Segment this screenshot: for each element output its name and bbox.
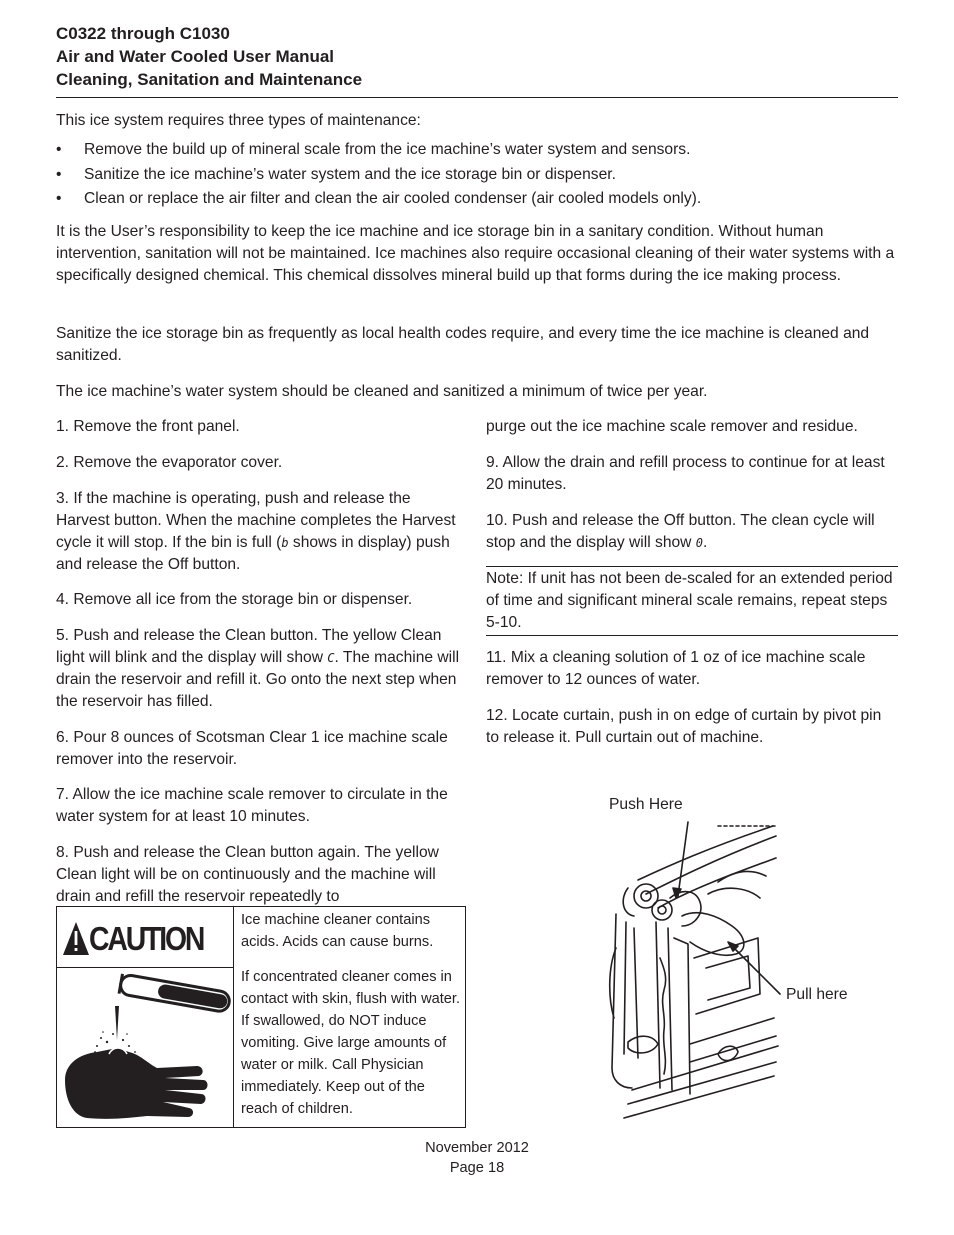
step-9: 9. Allow the drain and refill process to continue for at least 20 minutes.	[486, 454, 885, 493]
step-8-continued: purge out the ice machine scale remover and residue.	[486, 418, 858, 435]
curtain-removal-illustration	[598, 818, 798, 1123]
step-5-text-a: 5. Push and release the Clean button. The yellow Clean light will blink and the display will show	[56, 627, 442, 666]
step-5-text-b: . The machine will drain the reservoir and refill it. Go onto the next step when the reservoir has filled.	[56, 649, 460, 710]
step-1: 1. Remove the front panel.	[56, 418, 240, 435]
display-code-bin-full: b	[281, 536, 289, 550]
step-6: 6. Pour 8 ounces of Scotsman Clear 1 ice machine scale remover into the reservoir.	[56, 729, 448, 768]
step-3	[56, 488, 468, 576]
pull-here-label: Pull here	[786, 986, 848, 1003]
push-here-label: Push Here	[609, 796, 683, 813]
bullet-marker: •	[56, 141, 62, 158]
step-10	[486, 510, 898, 554]
footer-date: November 2012	[425, 1140, 529, 1156]
step-3-text-a: 3. If the machine is operating, push and release the Harvest button. When the machine completes the Harvest cycle it will stop. If the bin is full (	[56, 490, 456, 551]
bullet-marker: •	[56, 166, 62, 183]
header-manual-title: Air and Water Cooled User Manual	[56, 47, 335, 66]
header-section-title: Cleaning, Sanitation and Maintenance	[56, 70, 363, 89]
responsibility-paragraph: It is the User’s responsibility to keep the ice machine and ice storage bin in a sanitary condition. Without human intervention, sanitation will not be maintained. Ice machines also require occasional cleaning of their water systems with a specifically designed chemical. This chemical dissolves mineral build up that forms during the ice making process.	[56, 223, 895, 284]
step-8: 8. Push and release the Clean button again. The yellow Clean light will be on continuously and the machine will drain and refill the reservoir repeatedly to	[56, 844, 439, 905]
intro-text: This ice system requires three types of maintenance:	[56, 112, 421, 129]
document-header	[56, 22, 898, 91]
step-10-text-b: .	[703, 534, 708, 551]
step-5	[56, 625, 468, 713]
list-item-text: Clean or replace the air filter and clean the air cooled condenser (air cooled models only).	[84, 190, 702, 207]
sanitize-paragraph: Sanitize the ice storage bin as frequently as local health codes require, and every time the ice machine is cleaned and sanitized.	[56, 325, 870, 364]
caution-title: CAUTION	[89, 920, 204, 957]
acid-burn-hand-icon	[57, 968, 233, 1128]
display-code-off: 0	[695, 536, 703, 550]
step-10-text-a: 10. Push and release the Off button. The clean cycle will stop and the display will show	[486, 512, 875, 551]
step-4: 4. Remove all ice from the storage bin or dispenser.	[56, 591, 413, 608]
bullet-marker: •	[56, 190, 62, 207]
caution-divider-vertical	[233, 907, 234, 1127]
step-11: 11. Mix a cleaning solution of 1 oz of ice machine scale remover to 12 ounces of water.	[486, 649, 866, 688]
list-item-text: Sanitize the ice machine’s water system and the ice storage bin or dispenser.	[84, 166, 616, 183]
list-item-text: Remove the build up of mineral scale from the ice machine’s water system and sensors.	[84, 141, 691, 158]
step-3-text-b: shows in display) push and release the Off button.	[56, 534, 450, 573]
caution-text-acids: Ice machine cleaner contains acids. Acids can cause burns.	[241, 912, 434, 950]
caution-heading	[61, 919, 231, 959]
note-rule-top	[486, 566, 898, 567]
note-text: Note: If unit has not been de-scaled for an extended period of time and significant mineral scale remains, repeat steps 5-10.	[486, 570, 893, 631]
header-rule	[56, 97, 898, 98]
footer-page-number: Page 18	[449, 1160, 505, 1176]
header-model-range: C0322 through C1030	[56, 24, 230, 43]
step-2: 2. Remove the evaporator cover.	[56, 454, 283, 471]
step-12: 12. Locate curtain, push in on edge of curtain by pivot pin to release it. Pull curtain out of machine.	[486, 707, 882, 746]
step-7: 7. Allow the ice machine scale remover to circulate in the water system for at least 10 minutes.	[56, 786, 448, 825]
caution-box	[56, 906, 466, 1128]
frequency-paragraph: The ice machine’s water system should be cleaned and sanitized a minimum of twice per year.	[56, 383, 708, 400]
display-code-clean: C	[327, 651, 335, 665]
note-rule-bottom	[486, 635, 898, 636]
caution-text-first-aid: If concentrated cleaner comes in contact with skin, flush with water. If swallowed, do NOT induce vomiting. Give large amounts of water or milk. Call Physician immediately. Keep out of the reach of children.	[241, 969, 460, 1117]
